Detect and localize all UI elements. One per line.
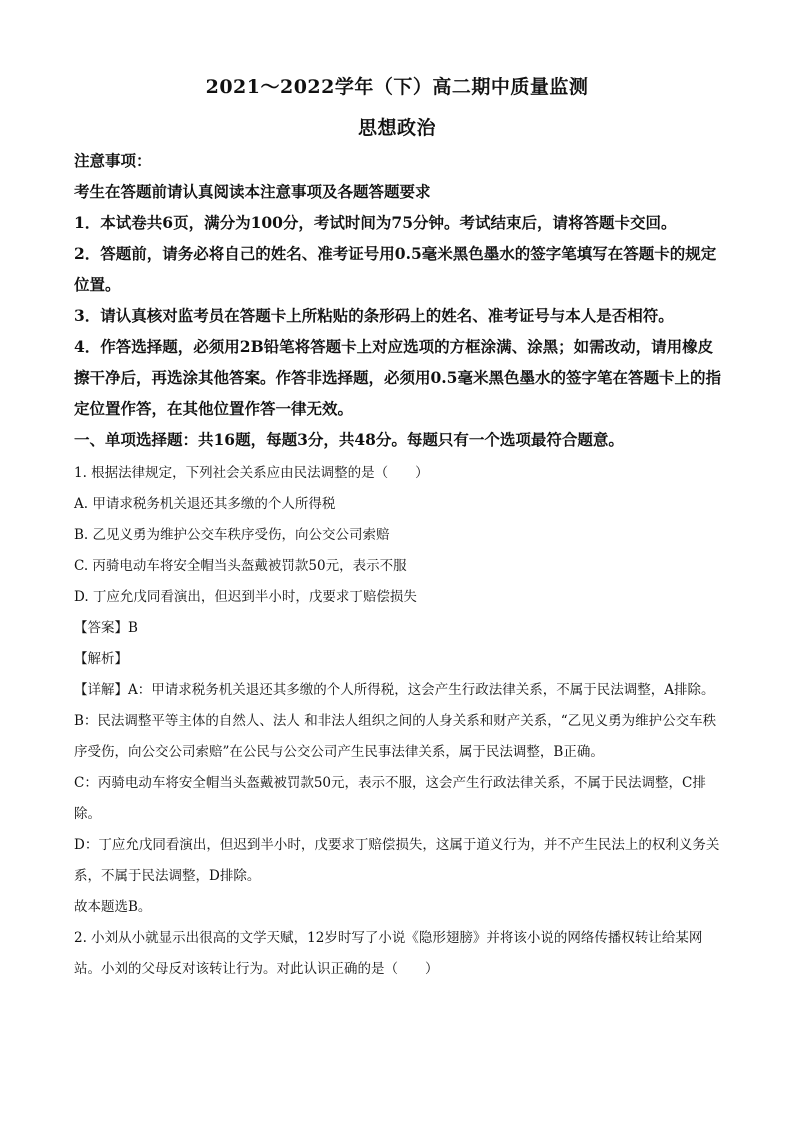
- section-heading: 一、单项选择题：共16题，每题3分，共48分。每题只有一个选项最符合题意。: [74, 430, 624, 449]
- notice-item-1: 1．本试卷共6页，满分为100分，考试时间为75分钟。考试结束后，请将答题卡交回。: [74, 213, 677, 232]
- notice-heading: 注意事项：: [74, 151, 152, 170]
- detail-tag: 【详解】: [74, 682, 128, 698]
- notice-block: [74, 145, 722, 455]
- exam-subject: 思想政治: [357, 117, 436, 139]
- explanation-a-text: A：甲请求税务机关退还其多缴的个人所得税，这会产生行政法律关系，不属于民法调整，A排除。: [128, 682, 715, 698]
- notice-intro: 考生在答题前请认真阅读本注意事项及各题答题要求: [74, 182, 431, 201]
- q1-analysis-tag: 【解析】: [74, 651, 128, 667]
- question-1: [74, 458, 722, 985]
- q1-explanation-d: D：丁应允戊同看演出，但迟到半小时，戊要求丁赔偿损失，这属于道义行为，并不产生民法上的权利义务关系，不属于民法调整，D排除。: [74, 837, 720, 884]
- q2-stem: 2. 小刘从小就显示出很高的文学天赋，12岁时写了小说《隐形翅膀》并将该小说的网络传播权转让给某网站。小刘的父母反对该转让行为。对此认识正确的是（ ）: [74, 930, 703, 977]
- q1-stem: 1. 根据法律规定，下列社会关系应由民法调整的是（ ）: [74, 465, 429, 481]
- q1-explanation-c: C：丙骑电动车将安全帽当头盔戴被罚款50元，表示不服，这会产生行政法律关系，不属于民法调整，C排除。: [74, 775, 706, 822]
- exam-title: 2021～2022学年（下）高二期中质量监测: [205, 76, 589, 98]
- q1-answer: [74, 613, 722, 644]
- q1-option-c: C. 丙骑电动车将安全帽当头盔戴被罚款50元，表示不服: [74, 558, 407, 574]
- q1-explanation-b: B：民法调整平等主体的自然人、法人 和非法人组织之间的人身关系和财产关系，“乙见义勇为维护公交车秩序受伤，向公交公司索赔”在公民与公交公司产生民事法律关系，属于民法调整，B正确。: [74, 713, 717, 760]
- q1-option-a: A. 甲请求税务机关退还其多缴的个人所得税: [74, 496, 336, 512]
- answer-tag: 【答案】: [74, 620, 128, 636]
- notice-item-3: 3．请认真核对监考员在答题卡上所粘贴的条形码上的姓名、准考证号与本人是否相符。: [74, 306, 674, 325]
- notice-item-4: 4．作答选择题，必须用2B铅笔将答题卡上对应选项的方框涂满、涂黑；如需改动，请用橡皮擦干净后，再选涂其他答案。作答非选择题，必须用0.5毫米黑色墨水的签字笔在答题卡上的指定位置作答，在其他位置作答一律无效。: [74, 337, 721, 418]
- answer-value: B: [128, 620, 138, 636]
- notice-item-2: 2．答题前，请务必将自己的姓名、准考证号用0.5毫米黑色墨水的签字笔填写在答题卡的规定位置。: [74, 244, 717, 294]
- q1-conclusion: 故本题选B。: [74, 899, 152, 915]
- q1-option-b: B. 乙见义勇为维护公交车秩序受伤，向公交公司索赔: [74, 527, 390, 543]
- q1-explanation-a: [74, 675, 722, 706]
- q1-option-d: D. 丁应允戊同看演出，但迟到半小时，戊要求丁赔偿损失: [74, 589, 417, 605]
